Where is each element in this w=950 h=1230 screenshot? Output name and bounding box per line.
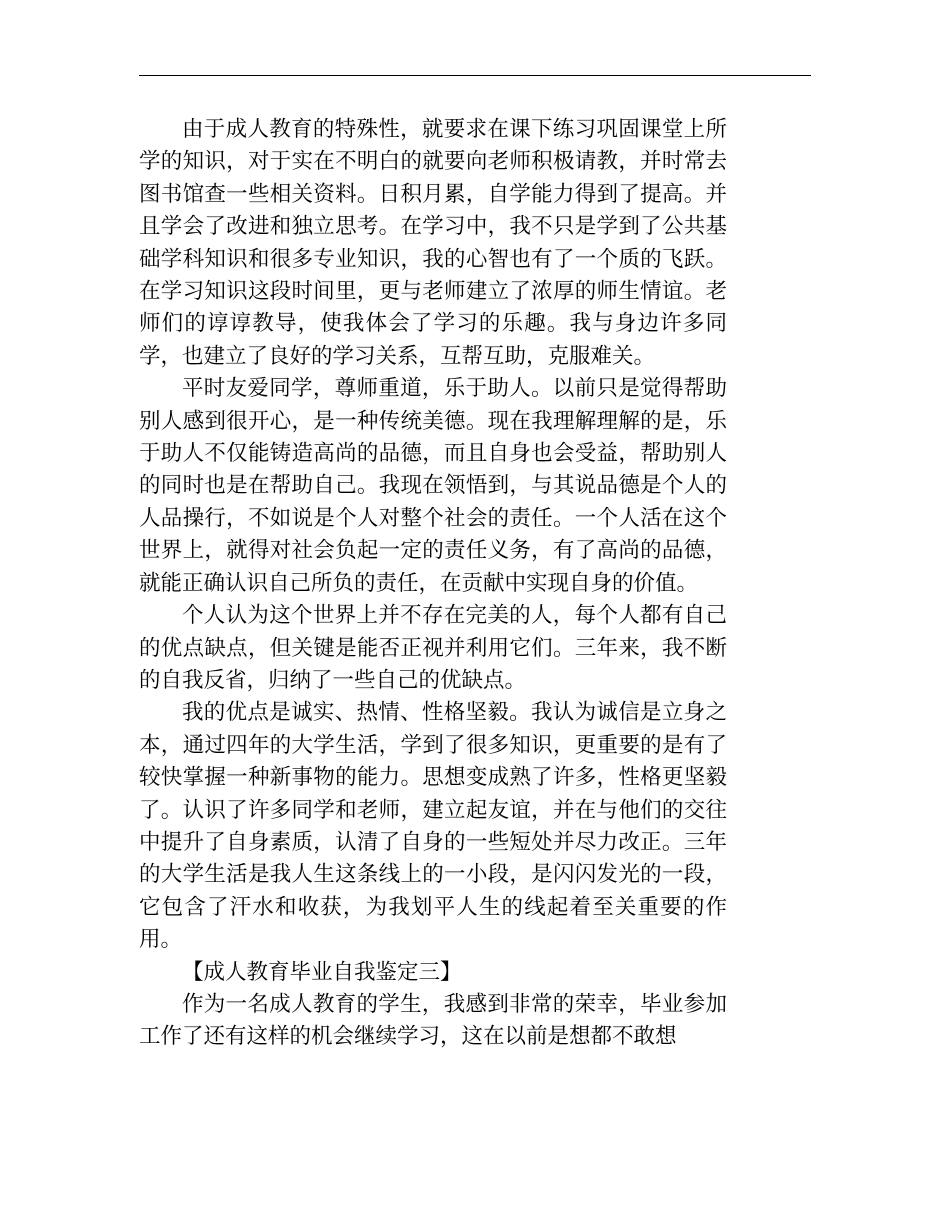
header-rule (139, 75, 811, 76)
paragraph: 我的优点是诚实、热情、性格坚毅。我认为诚信是立身之本，通过四年的大学生活，学到了很多知识，更重要的是有了较快掌握一种新事物的能力。思想变成熟了许多，性格更坚毅了。认识了许多同学和老师，建立起友谊，并在与他们的交往中提升了自身素质，认清了自身的一些短处并尽力改正。三年的大学生活是我人生这条线上的一小段，是闪闪发光的一段，它包含了汗水和收获，为我划平人生的线起着至关重要的作用。 (139, 700, 727, 953)
document-body (139, 114, 727, 1054)
paragraph: 个人认为这个世界上并不存在完美的人，每个人都有自己的优点缺点，但关键是能否正视并利用它们。三年来，我不断的自我反省，归纳了一些自己的优缺点。 (139, 603, 727, 693)
paragraph: 作为一名成人教育的学生，我感到非常的荣幸，毕业参加工作了还有这样的机会继续学习，这在以前是想都不敢想 (139, 991, 727, 1050)
paragraph: 平时友爱同学，尊师重道，乐于助人。以前只是觉得帮助别人感到很开心，是一种传统美德。现在我理解理解的是，乐于助人不仅能铸造高尚的品德，而且自身也会受益，帮助别人的同时也是在帮助自己。我现在领悟到，与其说品德是个人的人品操行，不如说是个人对整个社会的责任。一个人活在这个世界上，就得对社会负起一定的责任义务，有了高尚的品德，就能正确认识自己所负的责任，在贡献中实现自身的价值。 (139, 376, 727, 596)
paragraph: 由于成人教育的特殊性，就要求在课下练习巩固课堂上所学的知识，对于实在不明白的就要向老师积极请教，并时常去图书馆查一些相关资料。日积月累，自学能力得到了提高。并且学会了改进和独立思考。在学习中，我不只是学到了公共基础学科知识和很多专业知识，我的心智也有了一个质的飞跃。在学习知识这段时间里，更与老师建立了浓厚的师生情谊。老师们的谆谆教导，使我体会了学习的乐趣。我与身边许多同学，也建立了良好的学习关系，互帮互助，克服难关。 (139, 117, 727, 369)
section-heading: 【成人教育毕业自我鉴定三】 (182, 959, 462, 985)
